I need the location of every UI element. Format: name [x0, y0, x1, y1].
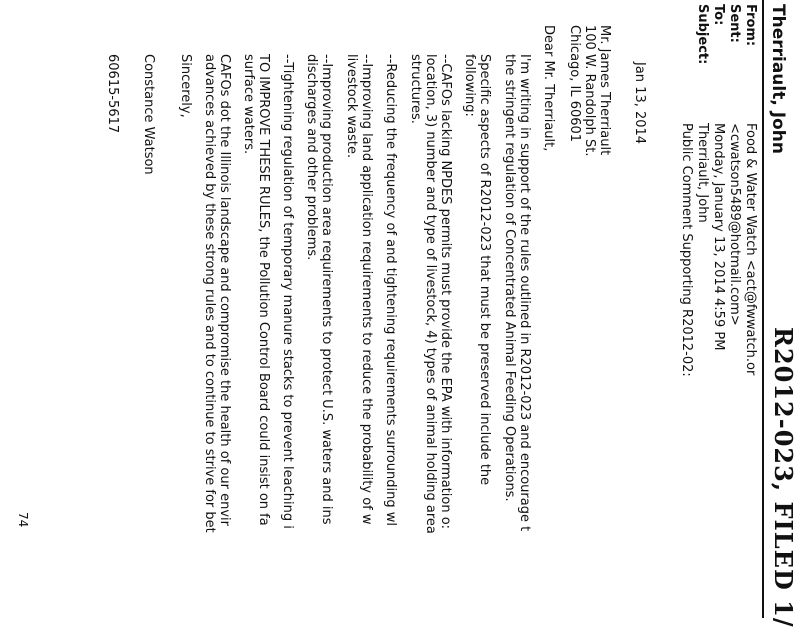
to-value: Therriault, John: [695, 123, 710, 223]
email-value: <cwatson5489@hotmail.com>: [727, 123, 742, 326]
bullet-line: --Improving land application requirements to reduce the probability of w: [359, 54, 374, 525]
bullet-line: --Improving production area requirements to protect U.S. waters and ins: [319, 54, 334, 525]
bullet-line: location, 3) number and type of livestock, 4) types of animal holding area: [423, 54, 438, 534]
sent-label: Sent:: [727, 4, 742, 43]
paragraph-line: the stringent regulation of Concentrated Animal Feeding Operations.: [502, 54, 517, 502]
from-value: Food & Water Watch <act@fwwatch.or: [743, 123, 758, 376]
bullet-line: --CAFOs lacking NPDES permits must provide the EPA with information o:: [438, 54, 453, 530]
subject-label: Subject:: [695, 4, 710, 65]
closing: Sincerely,: [178, 54, 193, 118]
to-label: To:: [711, 4, 726, 26]
sender-name: Therriault, John: [768, 4, 788, 154]
filing-header-stamp: R2012-023, FILED 1/: [769, 327, 798, 628]
paragraph-line: surface waters.: [241, 54, 256, 155]
page-number: 74: [16, 512, 30, 528]
sent-date-value: Monday, January 13, 2014 4:59 PM: [711, 123, 726, 351]
signature-name: Constance Watson: [141, 54, 156, 175]
paragraph-line: CAFOs dot the Illinois landscape and compromise the health of our envir: [217, 54, 232, 526]
paragraph-line: following:: [462, 54, 477, 117]
paragraph-line: TO IMPROVE THESE RULES, the Pollution Control Board could insist on fa: [256, 54, 271, 526]
bullet-line: --Tightening regulation of temporary manure stacks to prevent leaching i: [280, 54, 295, 529]
paragraph-line: advances achieved by these strong rules and to continue to strive for bet: [202, 54, 217, 533]
recipient-city: Chicago, IL 60601: [567, 25, 582, 143]
recipient-name: Mr. James Therriault: [597, 25, 612, 156]
postal-code: 60615-5617: [105, 54, 120, 134]
header-divider: [762, 0, 764, 618]
paragraph-line: Specific aspects of R2012-023 that must be preserved include the: [477, 54, 492, 486]
recipient-street: 100 W. Randolph St.: [582, 25, 597, 157]
bullet-line: structures.: [408, 54, 423, 124]
letter-date: Jan 13, 2014: [632, 62, 647, 145]
bullet-line: livestock waste.: [344, 54, 359, 159]
subject-value: Public Comment Supporting R2012-02:: [679, 123, 694, 377]
from-label: From:: [743, 4, 758, 47]
salutation: Dear Mr. Therriault,: [541, 25, 556, 152]
paragraph-line: I'm writing in support of the rules outlined in R2012-023 and encourage t: [517, 54, 532, 532]
bullet-line: --Reducing the frequency of and tightening requirements surrounding wl: [383, 54, 398, 526]
bullet-line: discharges and other problems.: [304, 54, 319, 261]
